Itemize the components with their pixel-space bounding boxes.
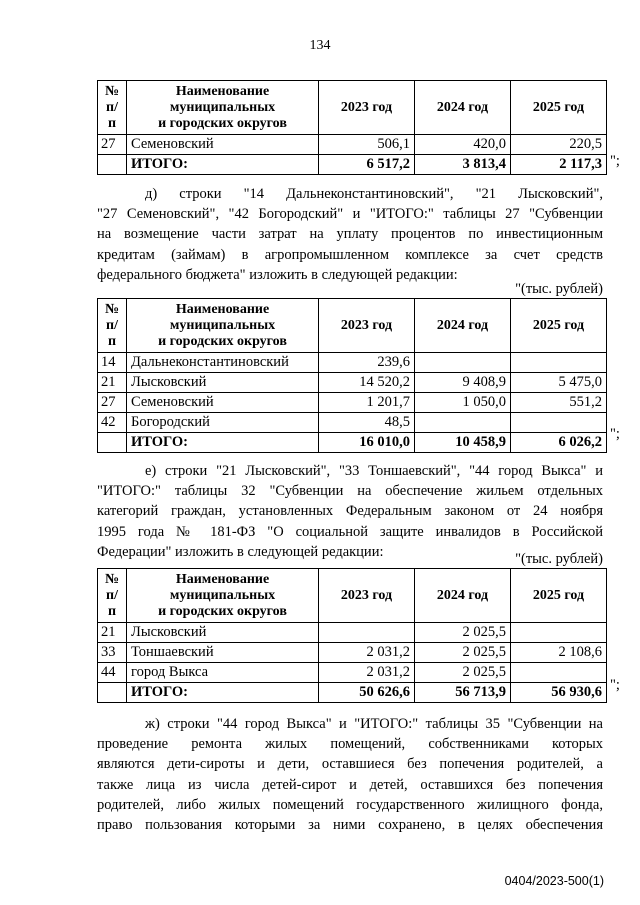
header-name: Наименование муниципальных и городских округов bbox=[127, 81, 319, 135]
paragraph-d: д) строки "14 Дальнеконстантиновский", "21 Лысковский", "27 Семеновский", "42 Богородский" и "ИТОГО:" таблицы 27 "Субвенции на возмещение части затрат на уплату процентов по инвестиционным кредитам (займам) в агропромышленном комплексе за счет средств федерального бюджета" изложить в следующей редакции: bbox=[97, 186, 603, 283]
table-row: 14 Дальнеконстантиновский 239,6 bbox=[98, 353, 607, 373]
closing-quote: "; bbox=[610, 426, 620, 442]
table-row: 21 Лысковский 2 025,5 bbox=[98, 623, 607, 643]
closing-quote: "; bbox=[610, 153, 620, 169]
closing-quote: "; bbox=[610, 677, 620, 693]
table-row: 27 Семеновский 506,1 420,0 220,5 bbox=[98, 135, 607, 155]
header-name: Наименование муниципальных и городских округов bbox=[127, 569, 319, 623]
header-2025: 2025 год bbox=[511, 81, 607, 135]
header-num: № п/п bbox=[98, 81, 127, 135]
header-name: Наименование муниципальных и городских округов bbox=[127, 299, 319, 353]
header-num: № п/п bbox=[98, 569, 127, 623]
page-number: 134 bbox=[309, 38, 331, 53]
total-row: ИТОГО: 6 517,2 3 813,4 2 117,3 bbox=[98, 155, 607, 175]
header-2024: 2024 год bbox=[415, 569, 511, 623]
paragraph-e: е) строки "21 Лысковский", "33 Тоншаевский", "44 город Выкса" и "ИТОГО:" таблицы 32 "Субвенции на обеспечение жильем отдельных категорий граждан, установленных Федеральным законом от 24 ноября 1995 года № 181-ФЗ "О социальной защите инвалидов в Российской Федерации" изложить в следующей редакции: bbox=[97, 463, 603, 560]
table-row: 21 Лысковский 14 520,2 9 408,9 5 475,0 bbox=[98, 373, 607, 393]
table-row: 27 Семеновский 1 201,7 1 050,0 551,2 bbox=[98, 393, 607, 413]
table-row: 33 Тоншаевский 2 031,2 2 025,5 2 108,6 bbox=[98, 643, 607, 663]
table-row: 44 город Выкса 2 031,2 2 025,5 bbox=[98, 663, 607, 683]
total-row: ИТОГО: 16 010,0 10 458,9 6 026,2 bbox=[98, 433, 607, 453]
document-code: 0404/2023-500(1) bbox=[504, 874, 604, 888]
unit-label: "(тыс. рублей) bbox=[515, 281, 603, 297]
header-2023: 2023 год bbox=[319, 299, 415, 353]
table-27 bbox=[97, 298, 607, 453]
unit-label: "(тыс. рублей) bbox=[515, 551, 603, 567]
total-row: ИТОГО: 50 626,6 56 713,9 56 930,6 bbox=[98, 683, 607, 703]
header-2023: 2023 год bbox=[319, 81, 415, 135]
table-row: 42 Богородский 48,5 bbox=[98, 413, 607, 433]
header-2023: 2023 год bbox=[319, 569, 415, 623]
paragraph-zh: ж) строки "44 город Выкса" и "ИТОГО:" таблицы 35 "Субвенции на проведение ремонта жилых помещений, собственниками которых являются дети-сироты и дети, оставшиеся без попечения родителей, а также лица из числа детей-сирот и детей, оставшихся без попечения родителей, либо жилых помещений государственного жилищного фонда, право пользования которыми за ними сохранено, в целях обеспечения bbox=[97, 716, 603, 834]
header-2024: 2024 год bbox=[415, 299, 511, 353]
header-2025: 2025 год bbox=[511, 569, 607, 623]
table-27-continuation bbox=[97, 80, 607, 175]
header-num: № п/п bbox=[98, 299, 127, 353]
table-32 bbox=[97, 568, 607, 703]
header-2025: 2025 год bbox=[511, 299, 607, 353]
header-2024: 2024 год bbox=[415, 81, 511, 135]
